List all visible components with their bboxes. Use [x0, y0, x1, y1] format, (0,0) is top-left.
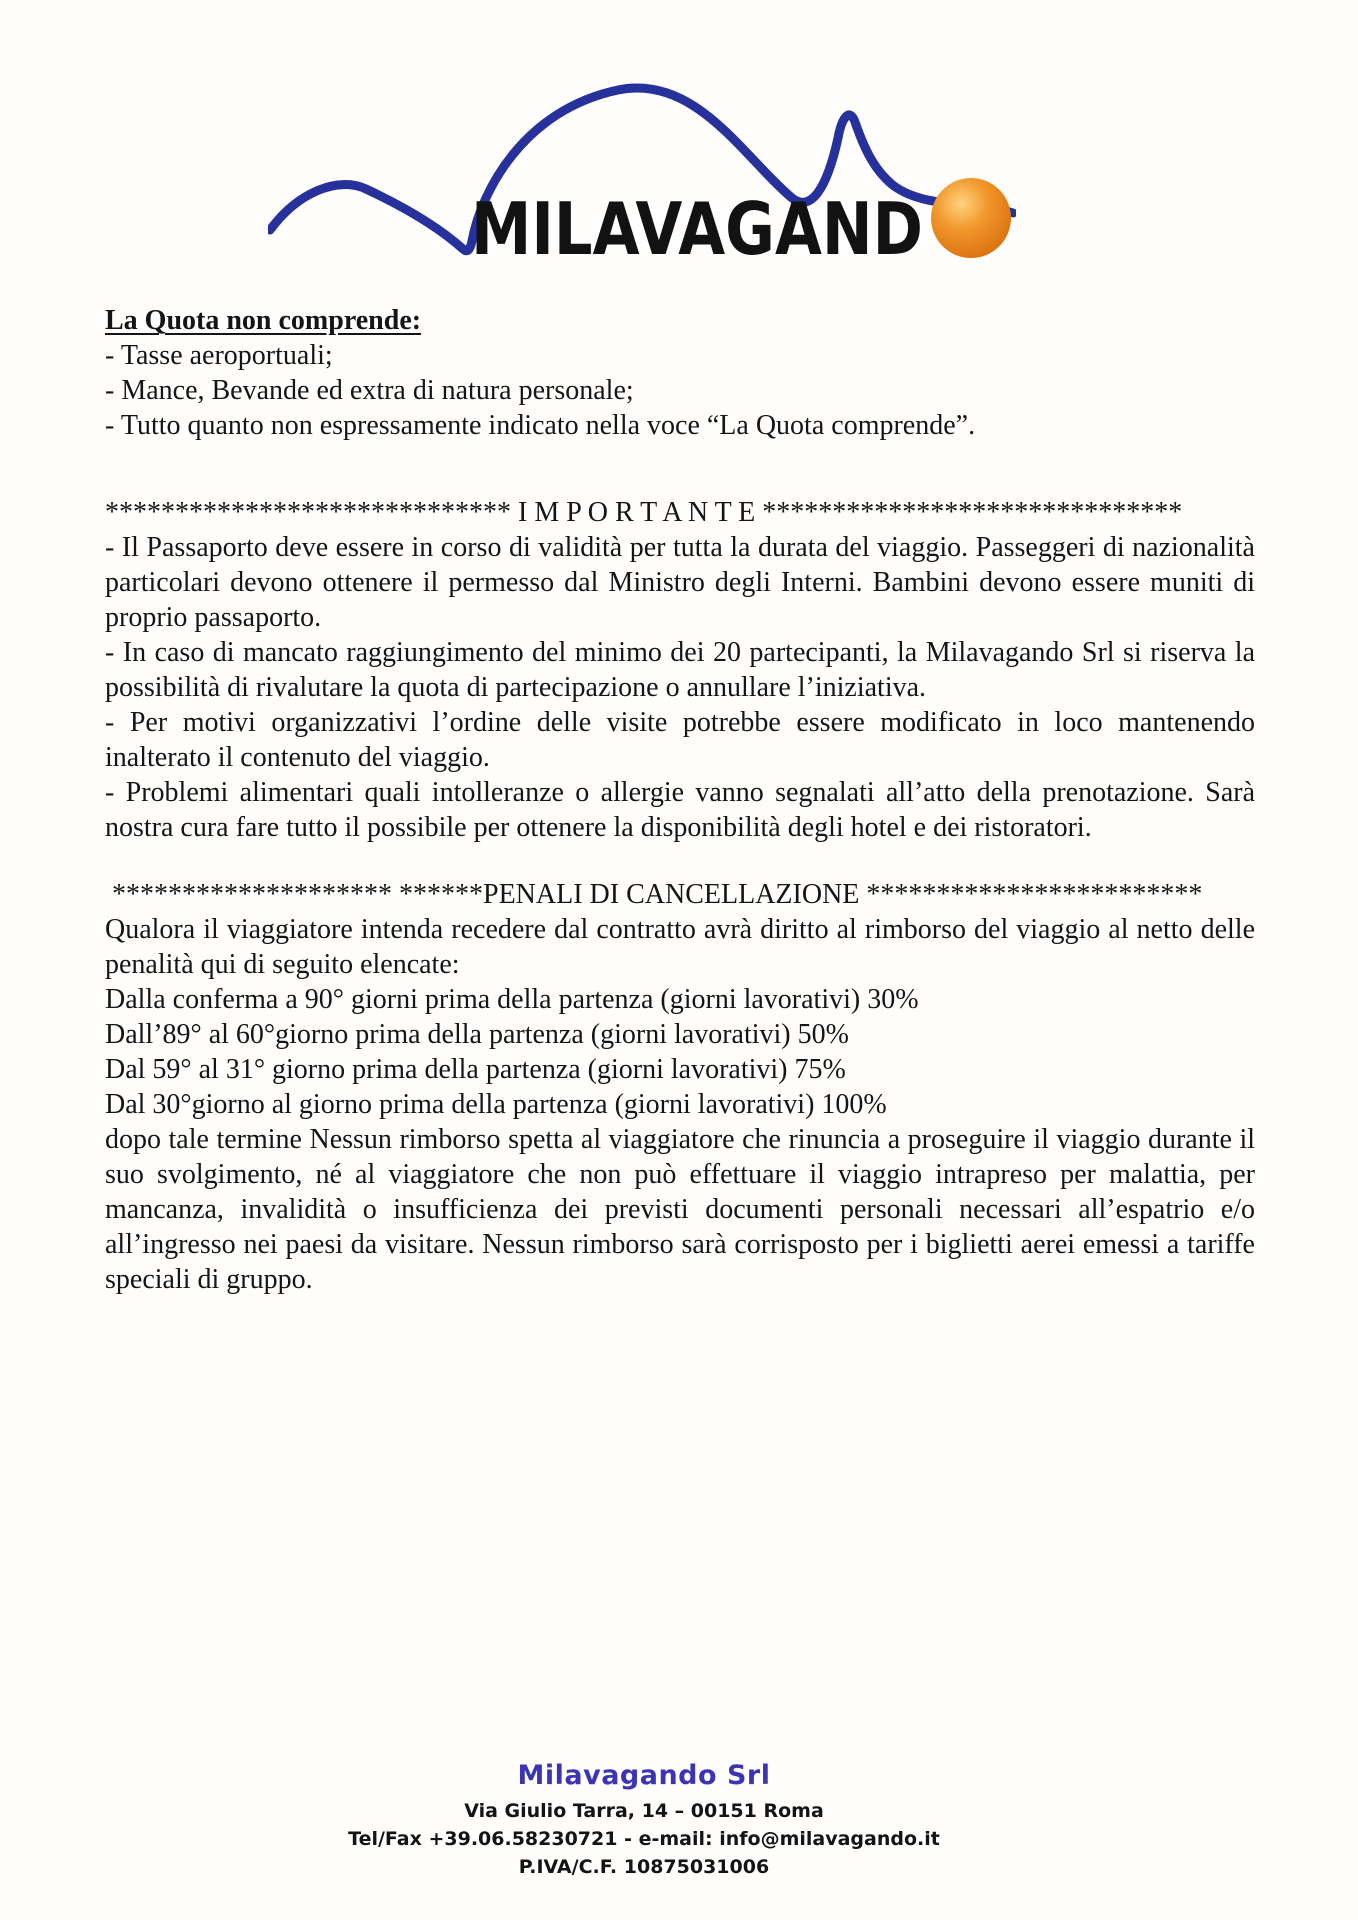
logo-sun-icon [931, 178, 1011, 258]
importante-paragraph: - Problemi alimentari quali intolleranze o allergie vanno segnalati all’atto della prenotazione. Sarà nostra cura fare tutto il possibile per ottenere la disponibilità degli hotel e dei ristoratori. [105, 777, 1255, 843]
penalty-schedule-line: Dal 59° al 31° giorno prima della partenza (giorni lavorativi) 75% [105, 1054, 846, 1085]
importante-paragraph: - Il Passaporto deve essere in corso di validità per tutta la durata del viaggio. Passeggeri di nazionalità particolari devono ottenere il permesso dal Ministro degli Interni. Bambini devono essere muniti di proprio passaporto. [105, 532, 1255, 633]
document-body [105, 303, 1255, 1297]
company-logo [268, 66, 1016, 276]
spacer [105, 845, 1255, 877]
penalty-schedule-line: Dall’89° al 60°giorno prima della partenza (giorni lavorativi) 50% [105, 1019, 849, 1050]
quota-item: - Tasse aeroportuali; [105, 340, 333, 371]
footer-address: Via Giulio Tarra, 14 – 00151 Roma [464, 1800, 824, 1822]
quota-item: - Mance, Bevande ed extra di natura personale; [105, 375, 634, 406]
penalty-schedule-line: Dalla conferma a 90° giorni prima della partenza (giorni lavorativi) 30% [105, 984, 919, 1015]
footer-vat: P.IVA/C.F. 10875031006 [518, 1856, 770, 1878]
penali-closing: dopo tale termine Nessun rimborso spetta al viaggiatore che rinuncia a proseguire il viaggio durante il suo svolgimento, né al viaggiatore che non può effettuare il viaggio intrapreso per malattia, per mancanza, invalidità o insufficienza dei previsti documenti personali necessari all’espatrio e/o all’ingresso nei paesi da visitare. Nessun rimborso sarà corrisposto per i biglietti aerei emessi a tariffe speciali di gruppo. [105, 1124, 1255, 1295]
importante-paragraph: - Per motivi organizzativi l’ordine delle visite potrebbe essere modificato in loco mantenendo inalterato il contenuto del viaggio. [105, 707, 1255, 773]
spacer [105, 443, 1255, 495]
quota-heading: La Quota non comprende: [105, 305, 422, 336]
importante-header: ***************************** I M P O R T A N T E ****************************** [105, 497, 1183, 528]
penali-header: ******************** ******PENALI DI CANCELLAZIONE ************************ [105, 879, 1203, 910]
quota-list [105, 338, 1255, 443]
footer-contacts: Tel/Fax +39.06.58230721 - e-mail: info@milavagando.it [348, 1828, 940, 1850]
penali-intro: Qualora il viaggiatore intenda recedere dal contratto avrà diritto al rimborso del viaggio al netto delle penalità qui di seguito elencate: [105, 914, 1255, 980]
importante-paragraph: - In caso di mancato raggiungimento del minimo dei 20 partecipanti, la Milavagando Srl si riserva la possibilità di rivalutare la quota di partecipazione o annullare l’iniziativa. [105, 637, 1255, 703]
footer-company-name: Milavagando Srl [517, 1760, 771, 1791]
quota-item: - Tutto quanto non espressamente indicato nella voce “La Quota comprende”. [105, 410, 976, 441]
penalty-schedule-line: Dal 30°giorno al giorno prima della partenza (giorni lavorativi) 100% [105, 1089, 887, 1120]
logo-text: MILAVAGAND [471, 187, 923, 271]
footer [0, 1760, 1358, 1881]
